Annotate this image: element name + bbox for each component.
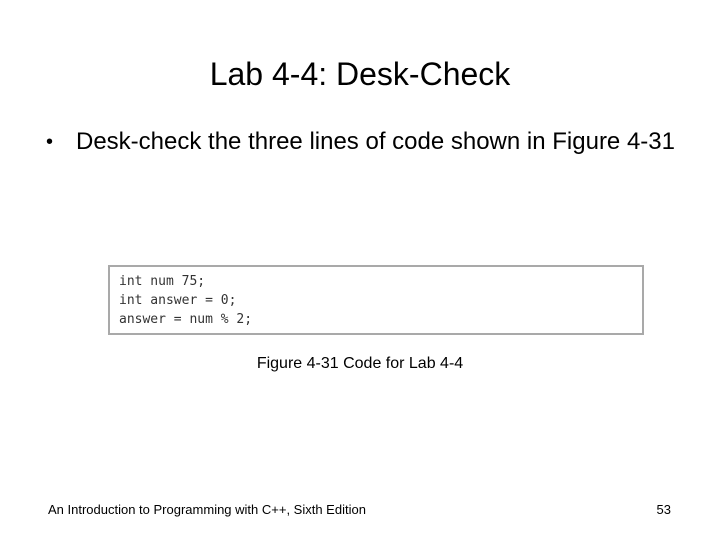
bullet-item bbox=[46, 128, 686, 156]
bullet-symbol: • bbox=[46, 131, 54, 153]
code-figure-box bbox=[108, 265, 644, 335]
figure-caption: Figure 4-31 Code for Lab 4-4 bbox=[256, 355, 464, 372]
page-number: 53 bbox=[656, 502, 671, 517]
code-line: int num 75; bbox=[119, 274, 206, 289]
code-line: answer = num % 2; bbox=[119, 312, 253, 327]
footer-text: An Introduction to Programming with C++, Sixth Edition bbox=[48, 502, 366, 517]
slide-title: Lab 4-4: Desk-Check bbox=[209, 56, 511, 92]
bullet-text: Desk-check the three lines of code shown in Figure 4-31 bbox=[76, 128, 675, 155]
code-line: int answer = 0; bbox=[119, 293, 237, 308]
